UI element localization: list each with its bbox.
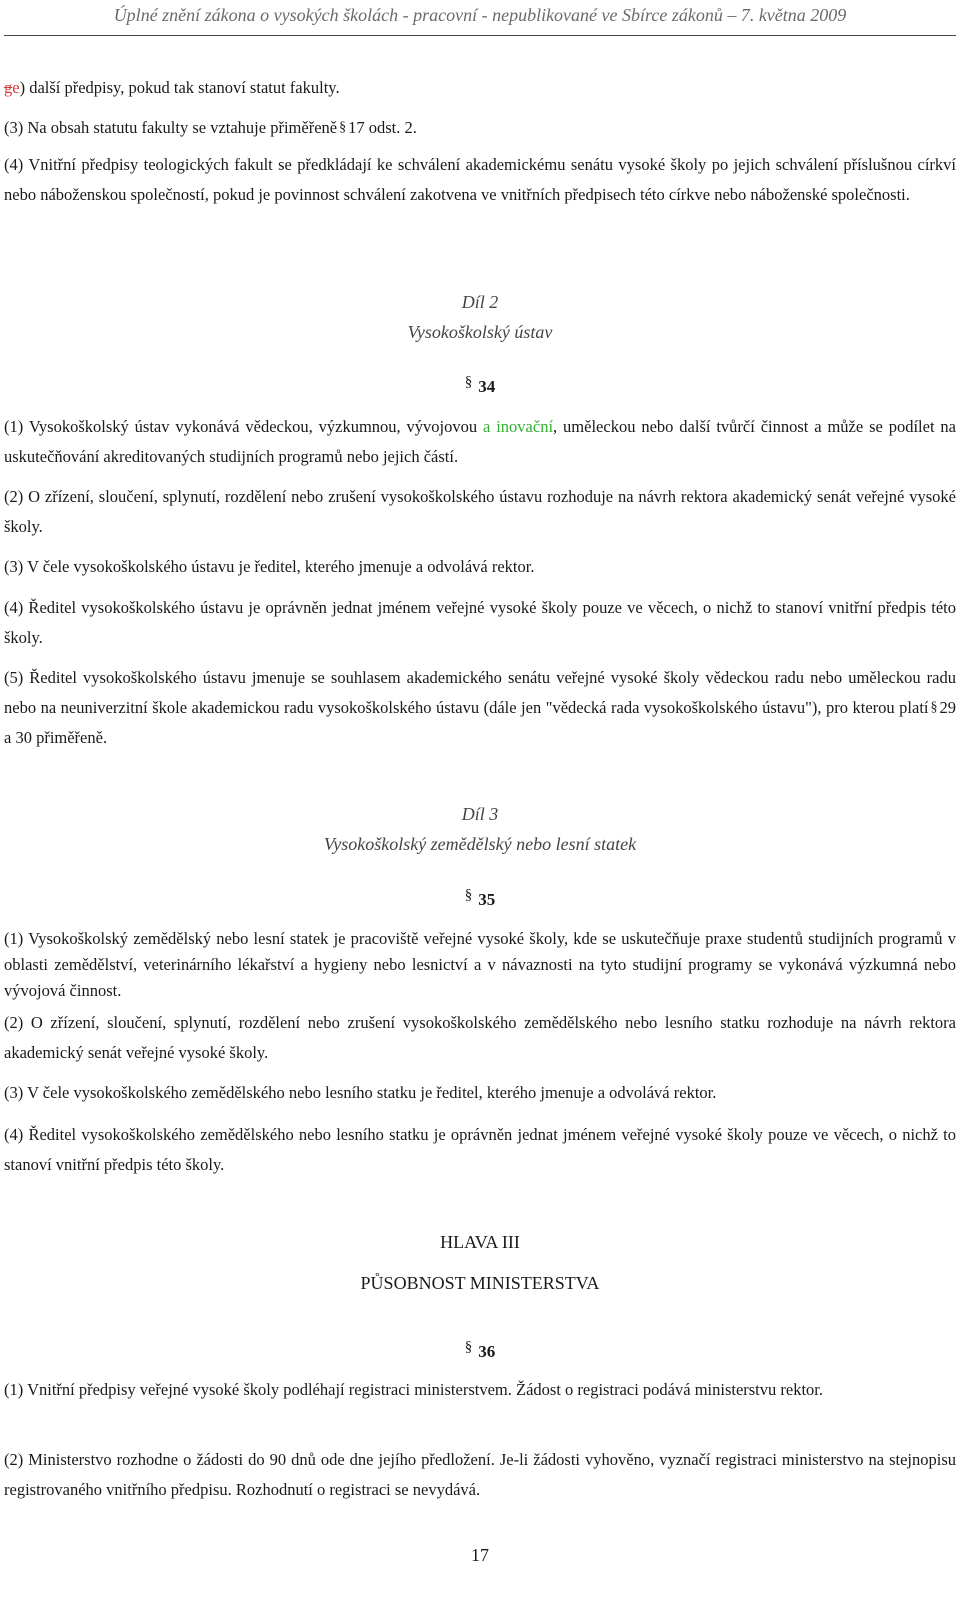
section-symbol: §	[464, 374, 473, 390]
paragraph-34-2: (2) O zřízení, sloučení, splynutí, rozdělení nebo zrušení vysokoškolského ústavu rozhoduje na návrh rektora akademický senát veřejné vysoké školy.	[4, 487, 956, 536]
part-subheading: Vysokoškolský zemědělský nebo lesní statek	[323, 834, 637, 854]
paragraph-text: 17 odst. 2.	[348, 118, 417, 137]
part-heading: Díl 3	[461, 804, 499, 824]
paragraph-35-3: (3) V čele vysokoškolského zemědělského nebo lesního statku je ředitel, kterého jmenuje a odvolává rektor.	[4, 1083, 717, 1102]
part-heading: Díl 2	[461, 292, 499, 312]
chapter-heading: HLAVA III	[440, 1232, 520, 1252]
paragraph-34-1	[4, 412, 956, 472]
section-number: 36	[478, 1342, 496, 1361]
paragraph-35-2: (2) O zřízení, sloučení, splynutí, rozdělení nebo zrušení vysokoškolského zemědělského nebo lesního statku rozhoduje na návrh rektora akademický senát veřejné vysoké školy.	[4, 1013, 956, 1062]
paragraph-ge	[4, 73, 956, 103]
part-subheading: Vysokoškolský ústav	[407, 322, 553, 342]
paragraph-text: (1) Vysokoškolský ústav vykonává vědeckou, výzkumnou, vývojovou	[4, 417, 478, 436]
paragraph-4: (4) Vnitřní předpisy teologických fakult se předkládají ke schválení akademickému senátu vysoké školy po jejich schválení příslušnou církví nebo náboženskou společností, pokud je povinnost schválení zakotvena ve vnitřních předpisech této církve nebo náboženské společnosti.	[4, 155, 956, 204]
paragraph-36-2: (2) Ministerstvo rozhodne o žádosti do 90 dnů ode dne jejího předložení. Je-li žádosti vyhověno, vyznačí registraci ministerstvo na stejnopisu registrovaného vnitřního předpisu. Rozhodnutí o registraci se nevydává.	[4, 1450, 956, 1499]
paragraph-35-1: (1) Vysokoškolský zemědělský nebo lesní statek je pracoviště veřejné vysoké školy, kde se uskutečňuje praxe studentů studijních programů v oblasti zemědělství, veterinárního lékařství a hygieny nebo lesnictví a v návaznosti na tyto studijní programy se vykonává výzkumná nebo vývojová činnost.	[4, 929, 956, 1000]
paragraph-text: , uměleckou nebo další tvůrčí činnost a může se podílet na uskutečňování akreditovaných studijních programů nebo jejich částí.	[4, 417, 956, 466]
chapter-subheading: PŮSOBNOST MINISTERSTVA	[360, 1273, 600, 1293]
header-rule	[4, 35, 956, 36]
paragraph-text: (3) Na obsah statutu fakulty se vztahuje přiměřeně	[4, 118, 338, 137]
inserted-text: a inovační	[483, 417, 554, 436]
page-number: 17	[471, 1545, 489, 1565]
paragraph-36-1: (1) Vnitřní předpisy veřejné vysoké školy podléhají registraci ministerstvem. Žádost o registraci podává ministerstvu rektor.	[4, 1380, 824, 1399]
section-heading-35	[0, 887, 960, 910]
paragraph-text: 29 a 30 přiměřeně.	[4, 698, 956, 747]
paragraph-text: ) další předpisy, pokud tak stanoví statut fakulty.	[19, 78, 340, 97]
paragraph-34-3: (3) V čele vysokoškolského ústavu je ředitel, kterého jmenuje a odvolává rektor.	[4, 557, 535, 576]
section-heading-34	[0, 374, 960, 397]
section-heading-36	[0, 1339, 960, 1362]
paragraph-3	[4, 113, 956, 143]
section-symbol: §	[930, 700, 938, 715]
header-title: Úplné znění zákona o vysokých školách - pracovní - nepublikované ve Sbírce zákonů – 7. května 2009	[113, 5, 847, 25]
paragraph-34-5	[4, 663, 956, 753]
page-header	[0, 0, 960, 34]
section-symbol: §	[464, 887, 473, 903]
section-symbol: §	[464, 1339, 473, 1355]
section-number: 34	[478, 377, 496, 396]
paragraph-35-4: (4) Ředitel vysokoškolského zemědělského nebo lesního statku je oprávněn jednat jménem veřejné vysoké školy pouze ve věcech, o nichž to stanoví vnitřní předpis této školy.	[4, 1125, 956, 1174]
deleted-text: g	[4, 78, 13, 97]
section-number: 35	[478, 890, 496, 909]
paragraph-34-4: (4) Ředitel vysokoškolského ústavu je oprávněn jednat jménem veřejné vysoké školy pouze ve věcech, o nichž to stanoví vnitřní předpis této školy.	[4, 598, 956, 647]
section-symbol: §	[339, 120, 347, 135]
paragraph-text: (5) Ředitel vysokoškolského ústavu jmenuje se souhlasem akademického senátu veřejné vysoké školy vědeckou radu nebo uměleckou radu nebo na neuniverzitní škole akademickou radu vysokoškolského ústavu (dále jen "vědecká rada vysokoškolského ústavu"), pro kterou platí	[4, 668, 956, 717]
marked-text: e	[12, 78, 20, 97]
